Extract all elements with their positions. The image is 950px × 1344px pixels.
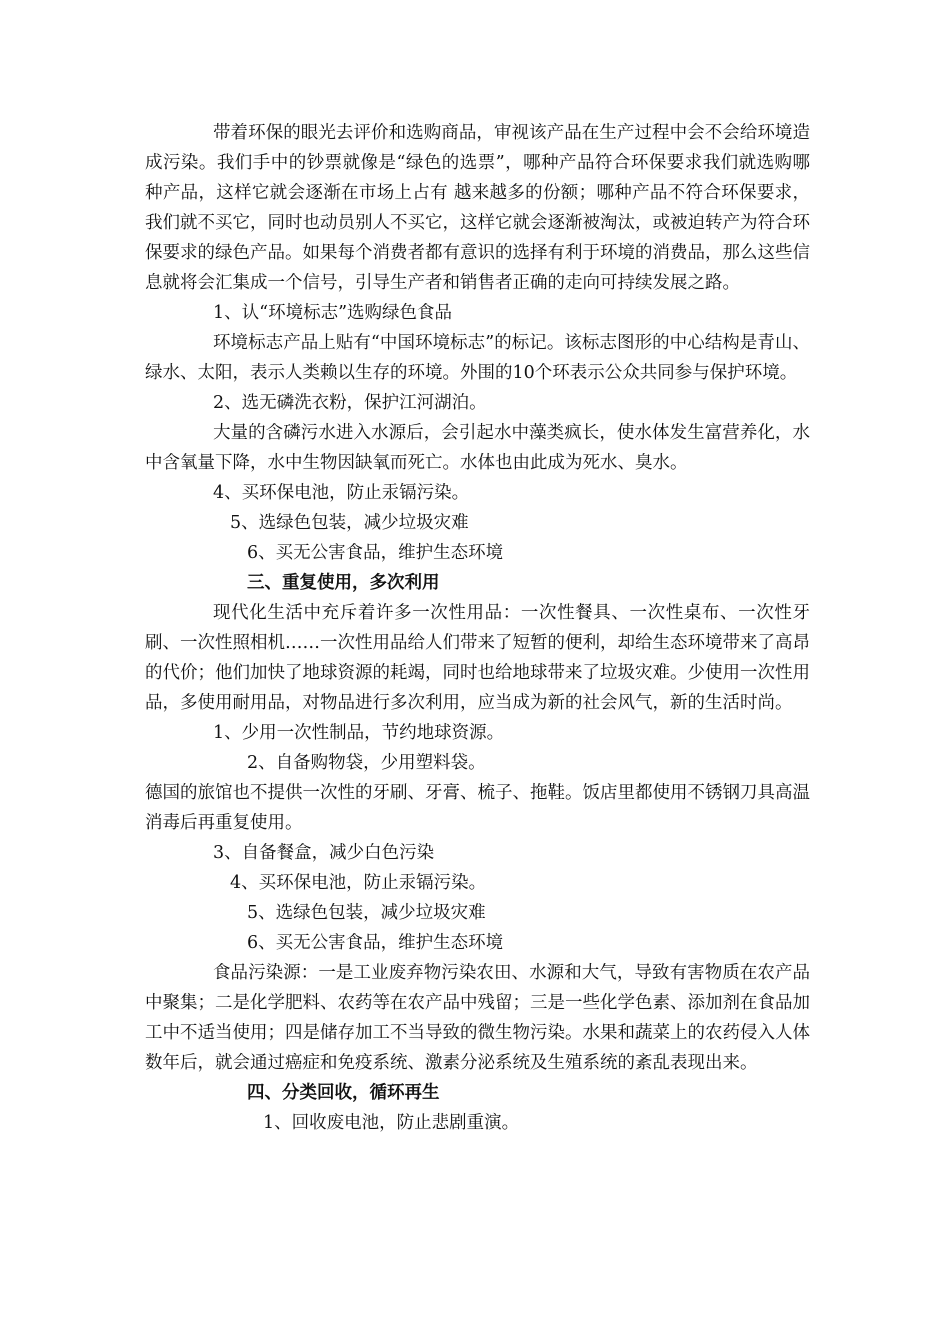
list-item-shopping-bag: 2、自备购物袋，少用塑料袋。 <box>247 753 486 773</box>
list-item-pollution-free-food: 6、买无公害食品，维护生态环境 <box>247 543 504 563</box>
section-heading-reuse: 三、重复使用，多次利用 <box>247 573 440 593</box>
list-item-less-disposables: 1、少用一次性制品，节约地球资源。 <box>213 723 505 743</box>
list-item-eco-battery-2: 4、买环保电池，防止汞镉污染。 <box>230 873 487 893</box>
paragraph-environment-label: 环境标志产品上贴有“中国环境标志”的标记。该标志图形的中心结构是青山、绿水、太阳，表示人类赖以生存的环境。外围的10个环表示公众共同参与保护环境。 <box>145 333 810 383</box>
list-item-recycle-batteries: 1、回收废电池，防止悲剧重演。 <box>263 1113 520 1133</box>
list-item-lunch-box: 3、自备餐盒，减少白色污染 <box>213 843 435 863</box>
paragraph-phosphate: 大量的含磷污水进入水源后，会引起水中藻类疯长，使水体发生富营养化，水中含氧量下降，水中生物因缺氧而死亡。水体也由此成为死水、臭水。 <box>145 423 810 473</box>
paragraph-disposables: 现代化生活中充斥着许多一次性用品：一次性餐具、一次性桌布、一次性牙刷、一次性照相机……一次性用品给人们带来了短暂的便利，却给生态环境带来了高昂的代价；他们加快了地球资源的耗竭，同时也给地球带来了垃圾灾难。少使用一次性用品，多使用耐用品，对物品进行多次利用，应当成为新的社会风气，新的生活时尚。 <box>145 603 810 713</box>
paragraph-germany-hotels: 德国的旅馆也不提供一次性的牙刷、牙膏、梳子、拖鞋。饭店里都使用不锈钢刀具高温消毒后再重复使用。 <box>145 783 810 833</box>
list-item-pollution-free-food-2: 6、买无公害食品，维护生态环境 <box>247 933 504 953</box>
paragraph-food-pollution: 食品污染源：一是工业废弃物污染农田、水源和大气，导致有害物质在农产品中聚集；二是化学肥料、农药等在农产品中残留；三是一些化学色素、添加剂在食品加工中不适当使用；四是储存加工不当导致的微生物污染。水果和蔬菜上的农药侵入人体数年后，就会通过癌症和免疫系统、激素分泌系统及生殖系统的紊乱表现出来。 <box>145 963 810 1073</box>
section-heading-recycling: 四、分类回收，循环再生 <box>247 1083 440 1103</box>
document-body <box>145 118 810 1138</box>
list-item-phosphate-free: 2、选无磷洗衣粉，保护江河湖泊。 <box>213 393 487 413</box>
list-item-environment-label: 1、认“环境标志”选购绿色食品 <box>213 303 453 323</box>
list-item-green-packaging: 5、选绿色包装，减少垃圾灾难 <box>230 513 469 533</box>
list-item-green-packaging-2: 5、选绿色包装，减少垃圾灾难 <box>247 903 486 923</box>
paragraph-green-consumption: 带着环保的眼光去评价和选购商品，审视该产品在生产过程中会不会给环境造成污染。我们手中的钞票就像是“绿色的选票”，哪种产品符合环保要求我们就选购哪种产品，这样它就会逐渐在市场上占有 越来越多的份额；哪种产品不符合环保要求，我们就不买它，同时也动员别人不买它，这样它就会逐渐被淘汰，或被迫转产为符合环保要求的绿色产品。如果每个消费者都有意识的选择有利于环境的消费品，那么这些信息就将会汇集成一个信号，引导生产者和销售者正确的走向可持续发展之路。 <box>145 123 810 293</box>
list-item-eco-battery: 4、买环保电池，防止汞镉污染。 <box>213 483 470 503</box>
